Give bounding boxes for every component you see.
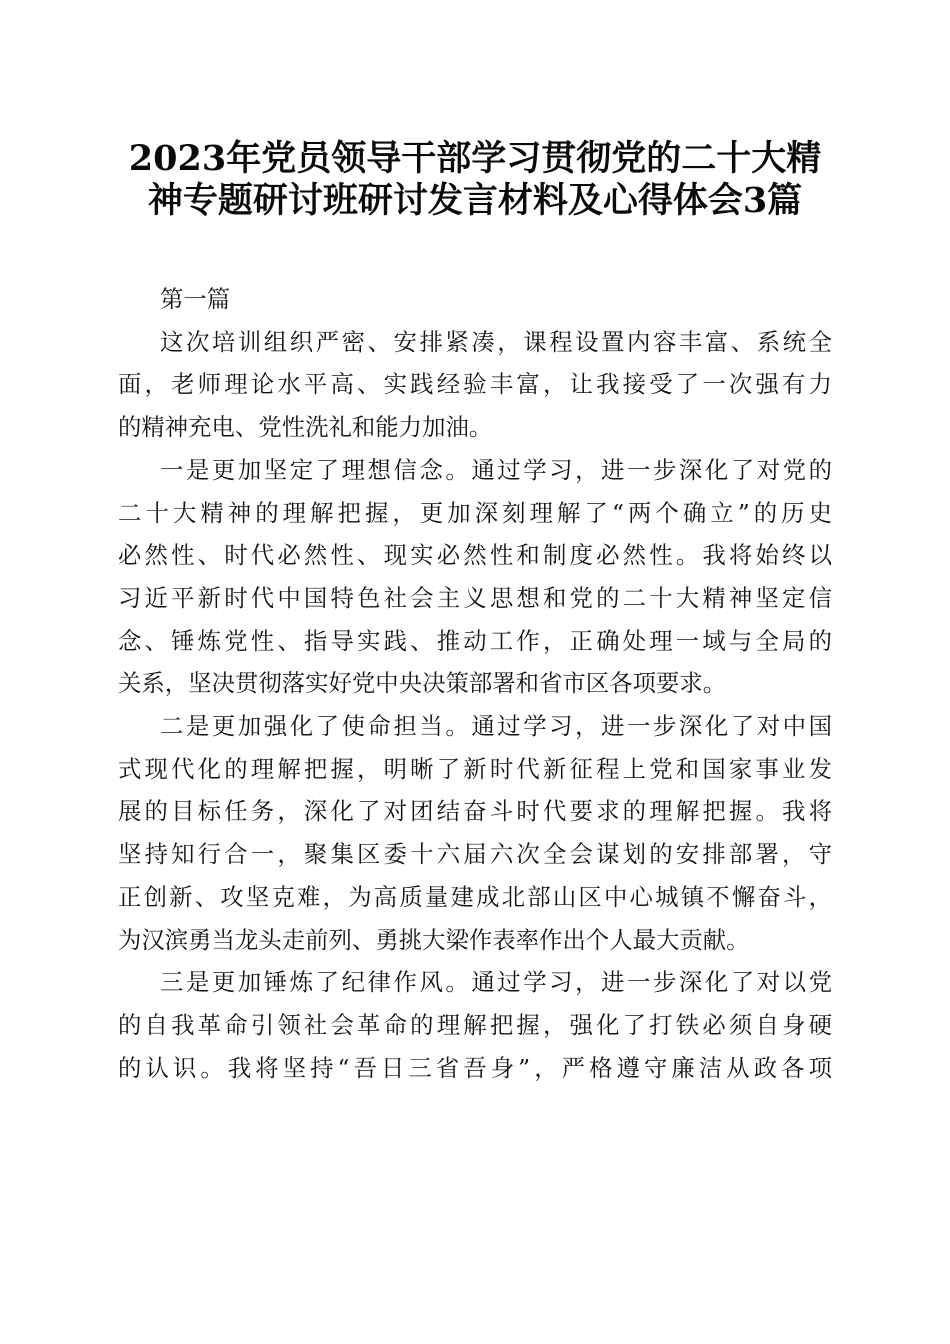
paragraph-line: 这次培训组织严密、安排紧凑，课程设置内容丰富、系统全 [160, 327, 832, 356]
section-label: 第一篇 [160, 285, 231, 313]
paragraph-line: 必然性、时代必然性、现实必然性和制度必然性。我将始终以 [118, 541, 832, 570]
title-line-2: 神专题研讨班研讨发言材料及心得体会3篇 [147, 180, 803, 221]
paragraph-line: 的认识。我将坚持“吾日三省吾身”，严格遵守廉洁从政各项 [118, 1053, 832, 1082]
paragraph-line: 三是更加锤炼了纪律作风。通过学习，进一步深化了对以党 [160, 968, 832, 997]
paragraph-line: 关系，坚决贯彻落实好党中央决策部署和省市区各项要求。 [118, 669, 727, 698]
paragraph-line: 正创新、攻坚克难，为高质量建成北部山区中心城镇不懈奋斗， [118, 882, 832, 911]
paragraph-line: 习近平新时代中国特色社会主义思想和党的二十大精神坚定信 [118, 583, 832, 612]
paragraph-line: 念、锤炼党性、指导实践、推动工作，正确处理一域与全局的 [118, 626, 832, 655]
paragraph-discipline [118, 961, 832, 1089]
document-title [118, 138, 832, 222]
paragraph-line: 一是更加坚定了理想信念。通过学习，进一步深化了对党的 [160, 455, 832, 484]
paragraph-intro [118, 321, 832, 449]
paragraph-line: 的精神充电、党性洗礼和能力加油。 [118, 413, 493, 442]
paragraph-mission [118, 705, 832, 961]
paragraph-line: 二十大精神的理解把握，更加深刻理解了“两个确立”的历史 [118, 498, 832, 527]
paragraph-line: 二是更加强化了使命担当。通过学习，进一步深化了对中国 [160, 712, 832, 741]
paragraph-line: 为汉滨勇当龙头走前列、勇挑大梁作表率作出个人最大贡献。 [118, 925, 750, 954]
paragraph-ideals [118, 449, 832, 705]
paragraph-line: 面，老师理论水平高、实践经验丰富，让我接受了一次强有力 [118, 370, 832, 399]
paragraph-line: 式现代化的理解把握，明晰了新时代新征程上党和国家事业发 [118, 754, 832, 783]
document-body [118, 278, 832, 1089]
paragraph-line: 的自我革命引领社会革命的理解把握，强化了打铁必须自身硬 [118, 1010, 832, 1039]
paragraph-line: 坚持知行合一，聚集区委十六届六次全会谋划的安排部署，守 [118, 840, 832, 869]
title-line-1: 2023年党员领导干部学习贯彻党的二十大精 [128, 138, 822, 179]
paragraph-line: 展的目标任务，深化了对团结奋斗时代要求的理解把握。我将 [118, 797, 832, 826]
